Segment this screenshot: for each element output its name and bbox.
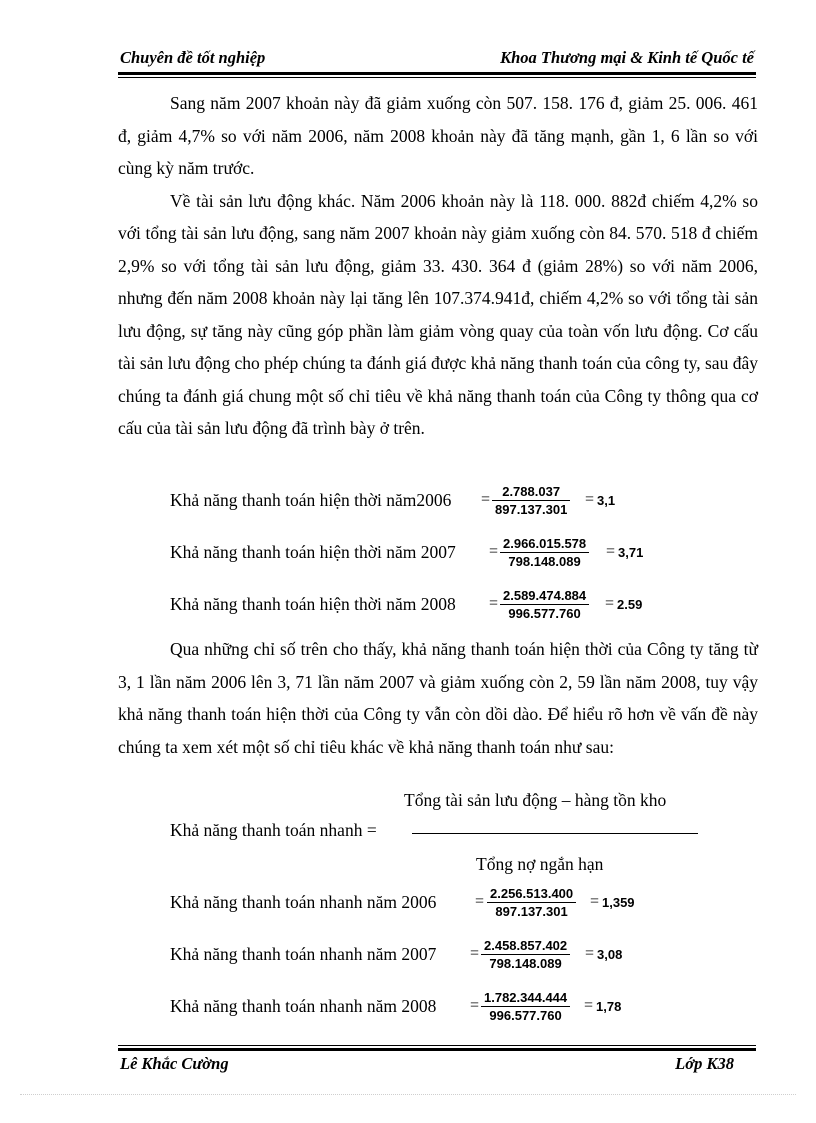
formula-label: Khả năng thanh toán hiện thời năm 2007 bbox=[170, 542, 456, 562]
fraction bbox=[500, 536, 589, 569]
quick-ratio-2006 bbox=[170, 884, 650, 924]
formula-label: Khả năng thanh toán nhanh năm 2006 bbox=[170, 892, 437, 912]
formula-label: Khả năng thanh toán nhanh năm 2007 bbox=[170, 944, 437, 964]
numerator: 2.788.037 bbox=[492, 484, 570, 501]
current-ratio-2008 bbox=[170, 586, 670, 626]
numerator: 2.256.513.400 bbox=[487, 886, 576, 903]
quick-formula-fraction-bar bbox=[412, 833, 698, 834]
equals-sign: = bbox=[489, 595, 499, 612]
denominator: 996.577.760 bbox=[508, 606, 581, 621]
denominator: 798.148.089 bbox=[508, 554, 581, 569]
header-rule-thick bbox=[118, 72, 756, 75]
equals-sign: = bbox=[584, 997, 594, 1014]
denominator: 897.137.301 bbox=[495, 904, 568, 919]
header-rule-thin bbox=[118, 77, 756, 78]
result: 3,71 bbox=[618, 545, 644, 560]
quick-ratio-2008 bbox=[170, 988, 650, 1028]
header-faculty: Khoa Thương mại & Kinh tế Quốc tế bbox=[500, 48, 754, 67]
equals-sign: = bbox=[605, 595, 615, 612]
header-document-title: Chuyên đề tốt nghiệp bbox=[120, 48, 266, 67]
quick-formula-numerator: Tổng tài sản lưu động – hàng tồn kho bbox=[404, 790, 667, 810]
paragraph-2: Về tài sản lưu động khác. Năm 2006 khoản này là 118. 000. 882đ chiếm 4,2% so với tổng tài sản lưu động, sang năm 2007 khoản này giảm xuống còn 84. 570. 518 đ chiếm 2,9% so với tổng tài sản lưu động, giảm 33. 430. 364 đ (giảm 28%) so với năm 2006, nhưng đến năm 2008 khoản này lại tăng lên 107.374.941đ, chiếm 4,2% so với tổng tài sản lưu động, sự tăng này cũng góp phần làm giảm vòng quay của toàn vốn lưu động. Cơ cấu tài sản lưu động cho phép chúng ta đánh giá được khả năng thanh toán của công ty, sau đây chúng ta đánh giá chung một số chỉ tiêu về khả năng thanh toán của Công ty thông qua cơ cấu của tài sản lưu động đã trình bày ở trên. bbox=[118, 190, 758, 438]
fraction bbox=[500, 588, 589, 621]
formula-label: Khả năng thanh toán hiện thời năm 2008 bbox=[170, 594, 456, 614]
denominator: 996.577.760 bbox=[489, 1008, 562, 1023]
page-footer bbox=[118, 1054, 738, 1078]
fraction bbox=[492, 484, 570, 517]
formula-label: Khả năng thanh toán nhanh năm 2008 bbox=[170, 996, 437, 1016]
page-header bbox=[118, 48, 756, 72]
quick-ratio-2007 bbox=[170, 936, 650, 976]
result: 3,1 bbox=[597, 493, 616, 508]
equals-sign: = bbox=[590, 893, 600, 910]
equals-sign: = bbox=[470, 945, 480, 962]
quick-formula-denominator: Tổng nợ ngắn hạn bbox=[476, 854, 604, 874]
equals-sign: = bbox=[585, 491, 595, 508]
equals-sign: = bbox=[489, 543, 499, 560]
equals-sign: = bbox=[585, 945, 595, 962]
numerator: 1.782.344.444 bbox=[481, 990, 570, 1007]
footer-rule-thick bbox=[118, 1048, 756, 1051]
current-ratio-2007 bbox=[170, 534, 670, 574]
formula-label: Khả năng thanh toán hiện thời năm2006 bbox=[170, 490, 452, 510]
result: 1,78 bbox=[596, 999, 622, 1014]
result: 1,359 bbox=[602, 895, 635, 910]
paragraph-3: Qua những chỉ số trên cho thấy, khả năng thanh toán hiện thời của Công ty tăng từ 3, 1 lần năm 2006 lên 3, 71 lần năm 2007 và giảm xuống còn 2, 59 lần năm 2008, tuy vậy khả năng thanh toán hiện thời của Công ty vẫn còn dồi dào. Để hiểu rõ hơn về vấn đề này chúng ta xem xét một số chỉ tiêu khác về khả năng thanh toán như sau: bbox=[118, 639, 758, 757]
paragraph-1: Sang năm 2007 khoản này đã giảm xuống còn 507. 158. 176 đ, giảm 25. 006. 461 đ, giảm 4,7% so với năm 2006, năm 2008 khoản này đã tăng mạnh, gần 1, 6 lần so với cùng kỳ năm trước. bbox=[118, 93, 758, 178]
result: 3,08 bbox=[597, 947, 623, 962]
fraction bbox=[481, 938, 570, 971]
denominator: 798.148.089 bbox=[489, 956, 562, 971]
body-text-2 bbox=[118, 633, 758, 763]
numerator: 2.966.015.578 bbox=[500, 536, 589, 553]
fraction bbox=[481, 990, 570, 1023]
equals-sign: = bbox=[606, 543, 616, 560]
page-bottom-dotted-line bbox=[20, 1094, 796, 1095]
equals-sign: = bbox=[470, 997, 480, 1014]
body-text bbox=[118, 87, 758, 445]
fraction bbox=[487, 886, 576, 919]
numerator: 2.589.474.884 bbox=[500, 588, 589, 605]
footer-class: Lớp K38 bbox=[675, 1054, 734, 1073]
quick-formula-label: Khả năng thanh toán nhanh = bbox=[170, 820, 377, 840]
footer-rule-thin bbox=[118, 1045, 756, 1046]
equals-sign: = bbox=[481, 491, 491, 508]
current-ratio-2006 bbox=[170, 482, 650, 522]
result: 2.59 bbox=[617, 597, 643, 612]
denominator: 897.137.301 bbox=[495, 502, 568, 517]
footer-author: Lê Khắc Cường bbox=[120, 1054, 229, 1073]
numerator: 2.458.857.402 bbox=[481, 938, 570, 955]
equals-sign: = bbox=[475, 893, 485, 910]
